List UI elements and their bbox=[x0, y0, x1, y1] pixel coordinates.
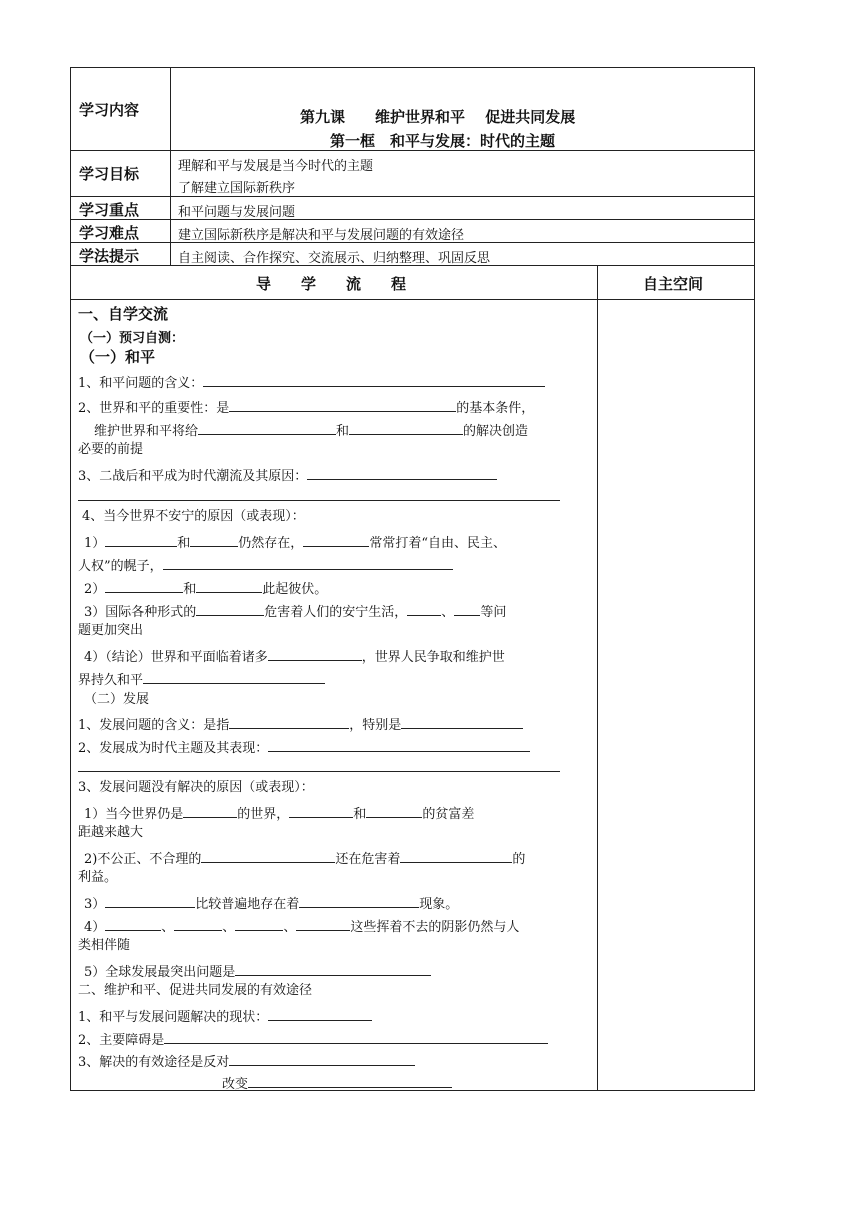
space-column-divider bbox=[597, 265, 598, 1091]
section-heading: 一、自学交流 bbox=[78, 305, 169, 323]
line-text: 、 bbox=[283, 920, 297, 935]
blank-line bbox=[296, 916, 350, 931]
subsection-heading: （一）预习自测： bbox=[80, 331, 185, 346]
line-text: 1） bbox=[84, 536, 106, 551]
line-text: 常常打着“自由、民主、 bbox=[369, 536, 506, 551]
line-text: 距越来越大 bbox=[78, 825, 144, 840]
line-text: 1、和平问题的含义： bbox=[78, 376, 204, 391]
line-text: 现象。 bbox=[419, 897, 459, 912]
difficulty-text: 建立国际新秩序是解决和平与发展问题的有效途径 bbox=[178, 228, 465, 243]
text-line bbox=[84, 803, 474, 822]
line-text: 4）（结论）世界和平面临着诸多 bbox=[84, 650, 268, 665]
label-column-divider bbox=[170, 67, 171, 265]
line-text: 1、和平与发展问题解决的现状： bbox=[78, 1010, 269, 1025]
blank-line bbox=[203, 372, 545, 387]
line-text: 1、发展问题的含义：是指 bbox=[78, 718, 230, 733]
blank-line bbox=[229, 1051, 415, 1066]
method-label: 学法提示 bbox=[79, 247, 140, 265]
line-text: 危害着人们的安宁生活， bbox=[264, 605, 408, 620]
line-text: 此起彼伏。 bbox=[262, 582, 328, 597]
table-border-right bbox=[754, 67, 755, 1091]
blank-line bbox=[454, 601, 480, 616]
text-line bbox=[78, 737, 530, 756]
text-line bbox=[84, 532, 506, 551]
blank-line bbox=[196, 578, 262, 593]
blank-line bbox=[289, 803, 353, 818]
blank-line bbox=[201, 848, 335, 863]
blank-line bbox=[143, 669, 325, 684]
line-text: 利益。 bbox=[78, 870, 118, 885]
line-text: 比较普遍地存在着 bbox=[195, 897, 300, 912]
line-text: 3）国际各种形式的 bbox=[84, 605, 197, 620]
line-text: 5）全球发展最突出问题是 bbox=[84, 965, 236, 980]
line-text: 2、发展成为时代主题及其表现： bbox=[78, 741, 269, 756]
focus-label: 学习重点 bbox=[79, 201, 140, 219]
line-text: 等问 bbox=[480, 605, 507, 620]
blank-line bbox=[163, 555, 453, 570]
line-text: ，世界人民争取和维护世 bbox=[361, 650, 505, 665]
blank-line bbox=[407, 601, 441, 616]
line-text: 这些挥着不去的阴影仍然与人 bbox=[350, 920, 520, 935]
text-line bbox=[94, 420, 528, 439]
line-text: 和 bbox=[353, 807, 367, 822]
text-line bbox=[78, 465, 497, 484]
line-text: 2） bbox=[84, 582, 106, 597]
line-text: 的解决创造 bbox=[463, 424, 529, 439]
space-heading: 自主空间 bbox=[643, 275, 704, 293]
blank-line bbox=[366, 803, 422, 818]
text-line bbox=[84, 916, 519, 935]
text-line bbox=[222, 1073, 452, 1092]
line-text: 类相伴随 bbox=[78, 938, 131, 953]
lesson-title: 第九课 维护世界和平 促进共同发展 bbox=[300, 108, 576, 126]
line-text: 4） bbox=[84, 920, 106, 935]
text-line bbox=[78, 1051, 415, 1070]
text-line bbox=[78, 714, 523, 733]
line-text: （二）发展 bbox=[84, 692, 150, 707]
blank-line bbox=[183, 803, 237, 818]
text-line bbox=[78, 555, 453, 574]
line-text: 的 bbox=[512, 852, 526, 867]
blank-line bbox=[349, 420, 463, 435]
line-text: 人权”的幌子， bbox=[78, 559, 163, 574]
line-text: 和 bbox=[183, 582, 197, 597]
blank-line bbox=[235, 916, 283, 931]
blank-line bbox=[229, 397, 456, 412]
blank-line bbox=[268, 737, 530, 752]
blank-line bbox=[248, 1073, 452, 1088]
text-line bbox=[78, 669, 325, 688]
flow-heading: 导 学 流 程 bbox=[256, 275, 407, 293]
line-text: 1）当今世界仍是 bbox=[84, 807, 184, 822]
line-text: 2、世界和平的重要性：是 bbox=[78, 401, 230, 416]
difficulty-label: 学习难点 bbox=[79, 224, 140, 242]
line-text: 和 bbox=[336, 424, 350, 439]
line-text: 2、主要障碍是 bbox=[78, 1033, 165, 1048]
content-label: 学习内容 bbox=[79, 101, 140, 119]
blank-line bbox=[268, 1006, 372, 1021]
text-line bbox=[78, 397, 534, 416]
text-line bbox=[84, 893, 458, 912]
line-text: 3、二战后和平成为时代潮流及其原因： bbox=[78, 469, 308, 484]
blank-line bbox=[174, 916, 222, 931]
blank-line bbox=[268, 646, 362, 661]
focus-text: 和平问题与发展问题 bbox=[178, 205, 296, 220]
blank-line bbox=[307, 465, 497, 480]
goal-item: 了解建立国际新秩序 bbox=[178, 181, 296, 196]
goal-item: 理解和平与发展是当今时代的主题 bbox=[178, 159, 374, 174]
blank-line bbox=[196, 601, 264, 616]
blank-line bbox=[105, 532, 177, 547]
line-text: 3、解决的有效途径是反对 bbox=[78, 1055, 230, 1070]
text-line bbox=[84, 646, 505, 665]
blank-line bbox=[299, 893, 419, 908]
line-text: 2)不公正、不合理的 bbox=[84, 852, 202, 867]
line-text: 维护世界和平将给 bbox=[94, 424, 199, 439]
blank-line bbox=[164, 1029, 548, 1044]
line-text: 必要的前提 bbox=[78, 442, 144, 457]
line-text: 3、发展问题没有解决的原因（或表现）： bbox=[78, 780, 314, 795]
line-text: 4、当今世界不安宁的原因（或表现）： bbox=[82, 509, 305, 524]
blank-line bbox=[105, 893, 195, 908]
text-line bbox=[78, 1029, 548, 1048]
line-text: ，特别是 bbox=[349, 718, 402, 733]
line-text: 仍然存在， bbox=[238, 536, 304, 551]
section-title: 第一框 和平与发展：时代的主题 bbox=[330, 132, 556, 150]
blank-line bbox=[105, 916, 161, 931]
blank-line bbox=[78, 771, 560, 772]
line-text: 改变 bbox=[222, 1077, 249, 1092]
blank-line bbox=[190, 532, 238, 547]
line-text: 界持久和平 bbox=[78, 673, 144, 688]
text-line bbox=[84, 578, 327, 597]
blank-line bbox=[401, 714, 523, 729]
text-line bbox=[84, 601, 506, 620]
table-border-left bbox=[70, 67, 71, 1091]
method-text: 自主阅读、合作探究、交流展示、归纳整理、巩固反思 bbox=[178, 251, 491, 266]
blank-line bbox=[198, 420, 336, 435]
line-text: 、 bbox=[161, 920, 175, 935]
line-text: 二、维护和平、促进共同发展的有效途径 bbox=[78, 983, 313, 998]
text-line bbox=[78, 372, 545, 391]
line-text: 的世界， bbox=[237, 807, 290, 822]
row-divider-focus bbox=[70, 219, 755, 220]
line-text: 、 bbox=[222, 920, 236, 935]
row-divider-flow-heading bbox=[70, 299, 755, 300]
blank-line bbox=[235, 961, 431, 976]
line-text: 还在危害着 bbox=[335, 852, 401, 867]
line-text: 3） bbox=[84, 897, 106, 912]
blank-line bbox=[105, 578, 183, 593]
text-line bbox=[84, 848, 525, 867]
line-text: 的基本条件， bbox=[456, 401, 535, 416]
line-text: 和 bbox=[177, 536, 191, 551]
goals-label: 学习目标 bbox=[79, 165, 140, 183]
line-text: 题更加突出 bbox=[78, 623, 144, 638]
line-text: 、 bbox=[441, 605, 455, 620]
subsection-heading: （一）和平 bbox=[80, 348, 156, 366]
table-border-top bbox=[70, 67, 755, 68]
row-divider-goals bbox=[70, 196, 755, 197]
blank-line bbox=[400, 848, 512, 863]
text-line bbox=[84, 961, 431, 980]
blank-line bbox=[303, 532, 369, 547]
blank-line bbox=[229, 714, 349, 729]
blank-line bbox=[78, 500, 560, 501]
text-line bbox=[78, 1006, 372, 1025]
line-text: 的贫富差 bbox=[422, 807, 475, 822]
